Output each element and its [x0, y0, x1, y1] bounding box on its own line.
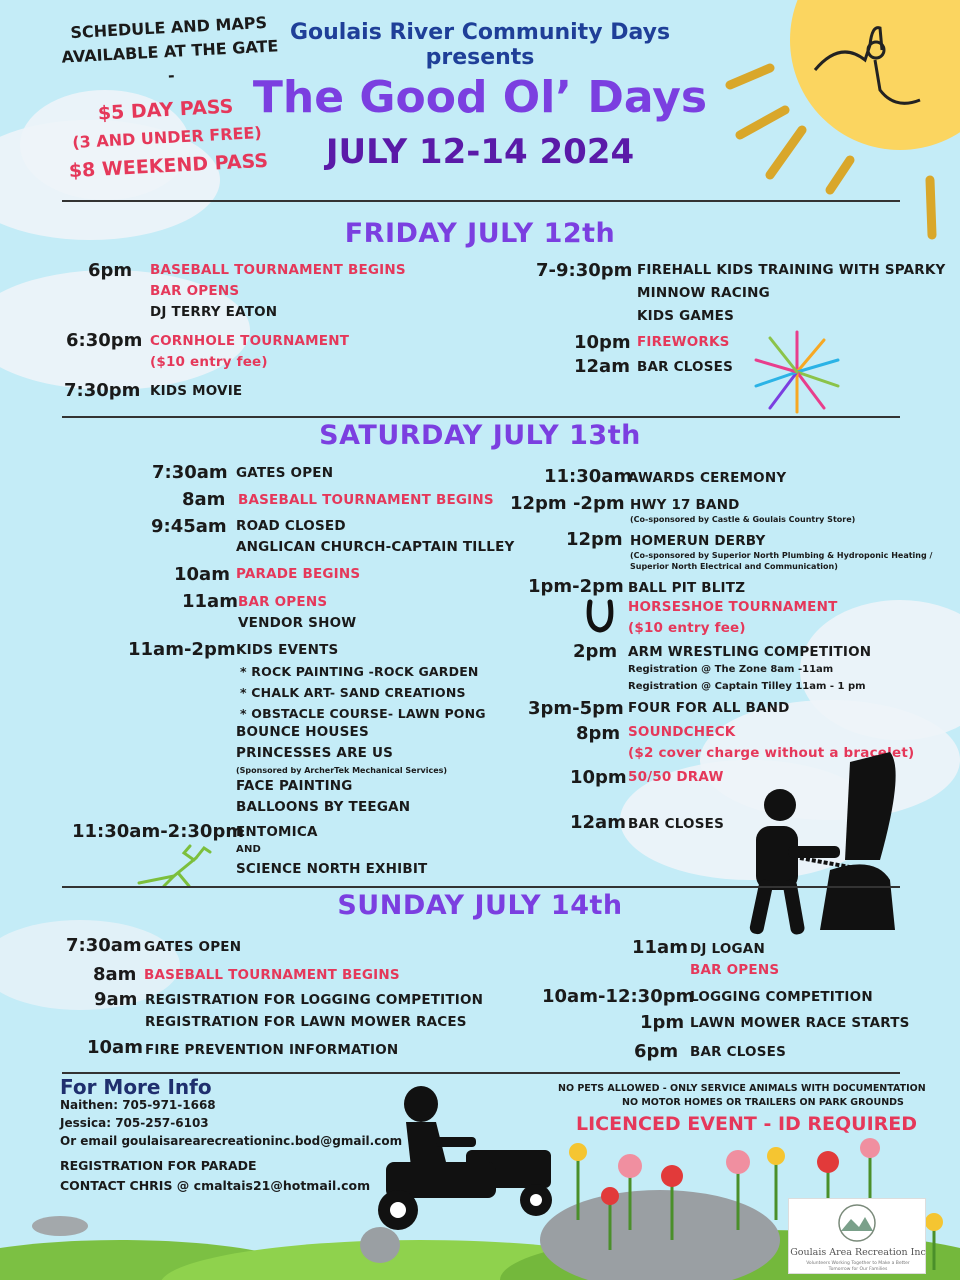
saturday-time: 9:45am [151, 516, 227, 537]
friday-event: FIREHALL KIDS TRAINING WITH SPARKY [637, 262, 946, 278]
price-day-pass: $5 DAY PASS [97, 95, 234, 125]
sponsor-note: Superior North Electrical and Communication) [630, 562, 838, 571]
saturday-event: HWY 17 BAND [630, 497, 740, 513]
friday-event: CORNHOLE TOURNAMENT [150, 333, 350, 349]
presenter-name: Goulais River Community Days [289, 20, 671, 45]
logo-tagline: Volunteers Working Together to Make a Better Tomorrow for Our Families [806, 1261, 910, 1272]
saturday-event: BOUNCE HOUSES [236, 724, 369, 740]
horseshoe-icon [584, 598, 616, 634]
sunday-time: 8am [93, 964, 137, 985]
saturday-event: ROAD CLOSED [236, 518, 346, 534]
rule-pets: NO PETS ALLOWED - ONLY SERVICE ANIMALS WITH DOCUMENTATION [558, 1083, 926, 1094]
contact-email[interactable]: Or email goulaisarearecreationinc.bod@gmail.com [60, 1134, 403, 1148]
saturday-time: 12am [570, 812, 626, 833]
sunday-time: 10am [87, 1037, 143, 1058]
sponsor-note: (Co-sponsored by Superior North Plumbing & Hydroponic Heating / [630, 551, 933, 560]
saturday-event: PARADE BEGINS [236, 566, 361, 582]
saturday-time: 11:30am [544, 466, 633, 487]
saturday-event: KIDS EVENTS [236, 642, 339, 658]
divider [62, 200, 900, 202]
sunday-event: BAR OPENS [690, 962, 780, 978]
friday-time: 6pm [88, 260, 133, 281]
sunday-heading: SUNDAY JULY 14th [337, 890, 623, 921]
saturday-event: BALL PIT BLITZ [628, 580, 746, 596]
friday-event: BAR OPENS [150, 283, 240, 299]
friday-time: 7-9:30pm [536, 260, 633, 281]
saturday-event: VENDOR SHOW [238, 615, 357, 631]
saturday-time: 12pm -2pm [510, 493, 625, 514]
saturday-time: 1pm-2pm [528, 576, 624, 597]
saturday-event: FACE PAINTING [236, 778, 353, 794]
sunday-event: REGISTRATION FOR LAWN MOWER RACES [145, 1014, 467, 1030]
saturday-time: 3pm-5pm [528, 698, 624, 719]
saturday-event: FOUR FOR ALL BAND [628, 700, 790, 716]
saturday-event: * OBSTACLE COURSE- LAWN PONG [240, 706, 486, 721]
saturday-event: SCIENCE NORTH EXHIBIT [236, 861, 428, 877]
friday-event: MINNOW RACING [637, 285, 770, 301]
saturday-event: * ROCK PAINTING -ROCK GARDEN [240, 664, 479, 679]
saturday-time: 7:30am [152, 462, 228, 483]
saturday-event: SOUNDCHECK [628, 724, 736, 740]
sunday-event: REGISTRATION FOR LOGGING COMPETITION [145, 992, 484, 1008]
saturday-event: GATES OPEN [236, 465, 334, 481]
sponsor-note: (Sponsored by ArcherTek Mechanical Services) [236, 766, 448, 775]
saturday-time: 8pm [576, 723, 621, 744]
sunday-event: BASEBALL TOURNAMENT BEGINS [144, 967, 400, 983]
divider [62, 416, 900, 418]
arm-wrestling-icon [810, 10, 930, 120]
price-weekend-pass: $8 WEEKEND PASS [68, 149, 269, 183]
saturday-time: 12pm [566, 529, 623, 550]
contact-naithen: Naithen: 705-971-1668 [60, 1098, 216, 1112]
saturday-event: BASEBALL TOURNAMENT BEGINS [238, 492, 494, 508]
saturday-event-fee: ($2 cover charge without a bracelet) [628, 745, 915, 761]
logo-emblem-icon [833, 1203, 881, 1243]
friday-time: 6:30pm [66, 330, 143, 351]
fireworks-icon [752, 330, 842, 414]
friday-time: 10pm [574, 332, 631, 353]
event-title: The Good Ol’ Days [252, 72, 708, 123]
sunday-event: BAR CLOSES [690, 1044, 787, 1060]
sunday-time: 10am-12:30pm [542, 986, 695, 1007]
friday-time: 12am [574, 356, 630, 377]
sunday-time: 6pm [634, 1041, 679, 1062]
sunday-event: LAWN MOWER RACE STARTS [690, 1015, 910, 1031]
friday-event: DJ TERRY EATON [150, 304, 278, 320]
contact-jessica: Jessica: 705-257-6103 [60, 1116, 209, 1130]
saturday-event: ARM WRESTLING COMPETITION [628, 644, 872, 660]
gate-note-line1: SCHEDULE AND MAPS [69, 12, 268, 43]
saturday-event: ENTOMICA [236, 824, 318, 840]
sunday-event: LOGGING COMPETITION [690, 989, 873, 1005]
gate-note-line2: AVAILABLE AT THE GATE [61, 36, 279, 67]
recreation-logo [788, 1198, 926, 1274]
event-dates: JULY 12-14 2024 [325, 132, 635, 172]
lawn-mower-icon [366, 1082, 561, 1232]
sunday-event: DJ LOGAN [690, 941, 765, 957]
sunday-time: 9am [94, 989, 138, 1010]
saturday-time: 11:30am-2:30pm [72, 821, 245, 842]
saturday-time: 8am [182, 489, 226, 510]
sunday-time: 11am [632, 937, 688, 958]
logo-name: Goulais Area Recreation Inc [790, 1247, 926, 1258]
sunday-time: 7:30am [66, 935, 142, 956]
saturday-event: AND [236, 844, 262, 855]
saturday-event: * CHALK ART- SAND CREATIONS [240, 685, 466, 700]
saturday-event: AWARDS CEREMONY [628, 470, 787, 486]
saturday-event: ANGLICAN CHURCH-CAPTAIN TILLEY [236, 539, 515, 555]
parade-contact[interactable]: CONTACT CHRIS @ cmaltais21@hotmail.com [60, 1178, 371, 1193]
saturday-event: BALLOONS BY TEEGAN [236, 799, 411, 815]
sponsor-note: (Co-sponsored by Castle & Goulais Country Store) [630, 515, 856, 524]
friday-event: KIDS MOVIE [150, 383, 243, 399]
friday-event: BASEBALL TOURNAMENT BEGINS [150, 262, 406, 278]
saturday-time: 10pm [570, 767, 627, 788]
presenter-presents: presents [425, 45, 535, 70]
price-kids-free: (3 AND UNDER FREE) [71, 123, 263, 152]
friday-event-fee: ($10 entry fee) [150, 354, 268, 370]
licensed-event: LICENCED EVENT - ID REQUIRED [576, 1113, 918, 1135]
saturday-event: BAR CLOSES [628, 816, 725, 832]
saturday-time: 2pm [573, 641, 618, 662]
saturday-event: PRINCESSES ARE US [236, 745, 394, 761]
saturday-heading: SATURDAY JULY 13th [319, 420, 641, 451]
presenter [270, 20, 690, 70]
sunday-event: FIRE PREVENTION INFORMATION [145, 1042, 399, 1058]
saturday-time: 11am [182, 591, 238, 612]
saturday-time: 11am-2pm [128, 639, 236, 660]
saturday-event: 50/50 DRAW [628, 769, 724, 785]
saturday-event: BAR OPENS [238, 594, 328, 610]
friday-event: BAR CLOSES [637, 359, 734, 375]
friday-event: FIREWORKS [637, 334, 730, 350]
more-info-heading: For More Info [60, 1075, 212, 1099]
mantis-icon [134, 838, 214, 888]
parade-registration: REGISTRATION FOR PARADE [60, 1158, 257, 1173]
saturday-event-fee: ($10 entry fee) [628, 620, 746, 636]
gate-note-dash: - [167, 65, 176, 86]
rule-motorhomes: NO MOTOR HOMES OR TRAILERS ON PARK GROUNDS [622, 1097, 904, 1108]
sunday-event: GATES OPEN [144, 939, 242, 955]
friday-event: KIDS GAMES [637, 308, 735, 324]
divider [62, 1072, 900, 1074]
registration-note: Registration @ The Zone 8am -11am [628, 664, 834, 675]
friday-time: 7:30pm [64, 380, 141, 401]
friday-heading: FRIDAY JULY 12th [344, 218, 616, 249]
saturday-event: HORSESHOE TOURNAMENT [628, 599, 838, 615]
saturday-event: HOMERUN DERBY [630, 533, 766, 549]
registration-note: Registration @ Captain Tilley 11am - 1 pm [628, 681, 866, 692]
divider [62, 886, 900, 888]
sunday-time: 1pm [640, 1012, 685, 1033]
saturday-time: 10am [174, 564, 230, 585]
